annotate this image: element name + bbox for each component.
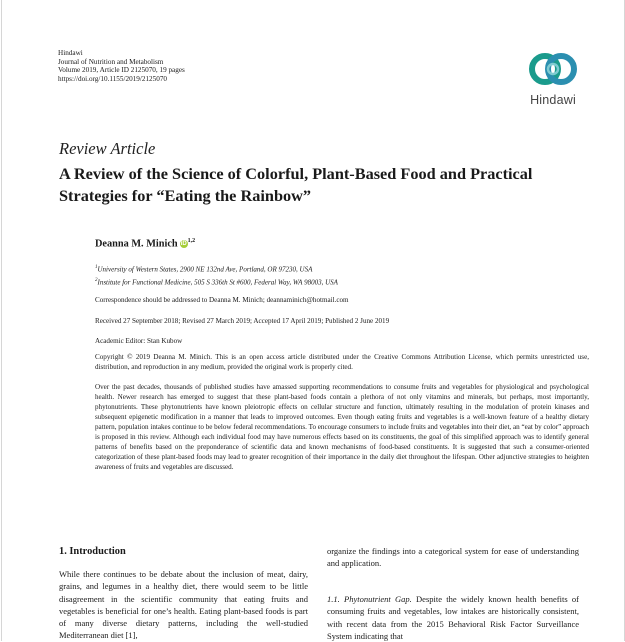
intro-paragraph-right: organize the findings into a categorical system for ease of understanding and application. [327, 546, 579, 569]
academic-editor: Academic Editor: Stan Kubow [95, 337, 183, 345]
publication-dates: Received 27 September 2018; Revised 27 March 2019; Accepted 17 April 2019; Published 2 June 2019 [95, 317, 390, 325]
intro-paragraph-left: While there continues to be debate about the inclusion of meat, dairy, grains, and legumes in a healthy diet, there would seem to be little disagreement in the scientific community that eating fruits and vegetables is beneficial for one’s health. Eating plant-based foods is part of many diverse dietary patterns, including the well-studied Mediterranean diet [1], [59, 569, 308, 641]
volume-info: Volume 2019, Article ID 2125070, 19 pages [58, 66, 185, 75]
orcid-icon[interactable]: iD [180, 241, 187, 248]
logo-wordmark: Hindawi [530, 93, 576, 107]
phytonutrient-gap-paragraph [327, 593, 579, 642]
author-affiliation-refs: 1,2 [187, 238, 196, 244]
article-type: Review Article [59, 139, 156, 158]
abstract: Over the past decades, thousands of published studies have amassed supporting recommendations to consume fruits and vegetables for physiological and psychological health. Newer research has emerged to suggest that these plant-based foods contain a plethora of not only vitamins and minerals, but perhaps, most importantly, phytonutrients. These phytonutrients have known pleiotropic effects on cellular structure and function, ultimately resulting in the modulation of protein kinases and subsequent epigenetic modification in a manner that leads to improved outcomes. Even though eating fruits and vegetables is a well-known feature of a healthy dietary pattern, population intakes continue to be below federal recommendations. To encourage consumers to include fruits and vegetables into their diet, an “eat by color” approach is proposed in this review. Although each individual food may have numerous effects based on its constituents, the goal of this simplified approach was to identify general patterns of benefits based on the preponderance of scientific data and known mechanisms of food-based constituents. It is suggested that such a consumer-oriented categorization of these plant-based foods may lead to greater recognition of their importance in the daily diet throughout the lifespan. Other adjunctive strategies to heighten awareness of fruits and vegetables are discussed. [95, 383, 589, 472]
article-title: A Review of the Science of Colorful, Plant-Based Food and Practical Strategies for “Eating the Rainbow” [59, 164, 533, 205]
section-heading-introduction: 1. Introduction [59, 546, 126, 557]
hindawi-rings-icon [528, 49, 578, 91]
journal-name: Journal of Nutrition and Metabolism [58, 57, 164, 66]
copyright-notice: Copyright © 2019 Deanna M. Minich. This is an open access article distributed under the Creative Commons Attribution License, which permits unrestricted use, distribution, and reproduction in any medium, provided the original work is properly cited. [95, 353, 589, 371]
doi-link[interactable]: https://doi.org/10.1155/2019/2125070 [58, 74, 168, 83]
publisher-name: Hindawi [58, 49, 83, 57]
journal-info [58, 49, 185, 83]
paper-page [1, 0, 625, 642]
subsection-text: Despite the widely known health benefits of consuming fruits and vegetables, low intakes are historically consistent, with recent data from the 2015 Behavioral Risk Factor Surveillance System indicating that [327, 594, 579, 641]
affiliation-1: $^1$University of Western States, 2900 NE 132nd Ave, Portland, OR 97230, USA [95, 265, 313, 274]
affiliation-2: $^2$Institute for Functional Medicine, 505 S 336th St #600, Federal Way, WA 98003, USA [95, 278, 338, 287]
author-name[interactable]: Deanna M. Minich [95, 238, 178, 250]
affiliations [95, 262, 338, 289]
hindawi-logo [521, 49, 585, 109]
author-line [95, 238, 195, 249]
correspondence: Correspondence should be addressed to Deanna M. Minich; deannaminich@hotmail.com [95, 296, 349, 304]
subsection-heading: 1.1. Phytonutrient Gap. [327, 594, 412, 604]
